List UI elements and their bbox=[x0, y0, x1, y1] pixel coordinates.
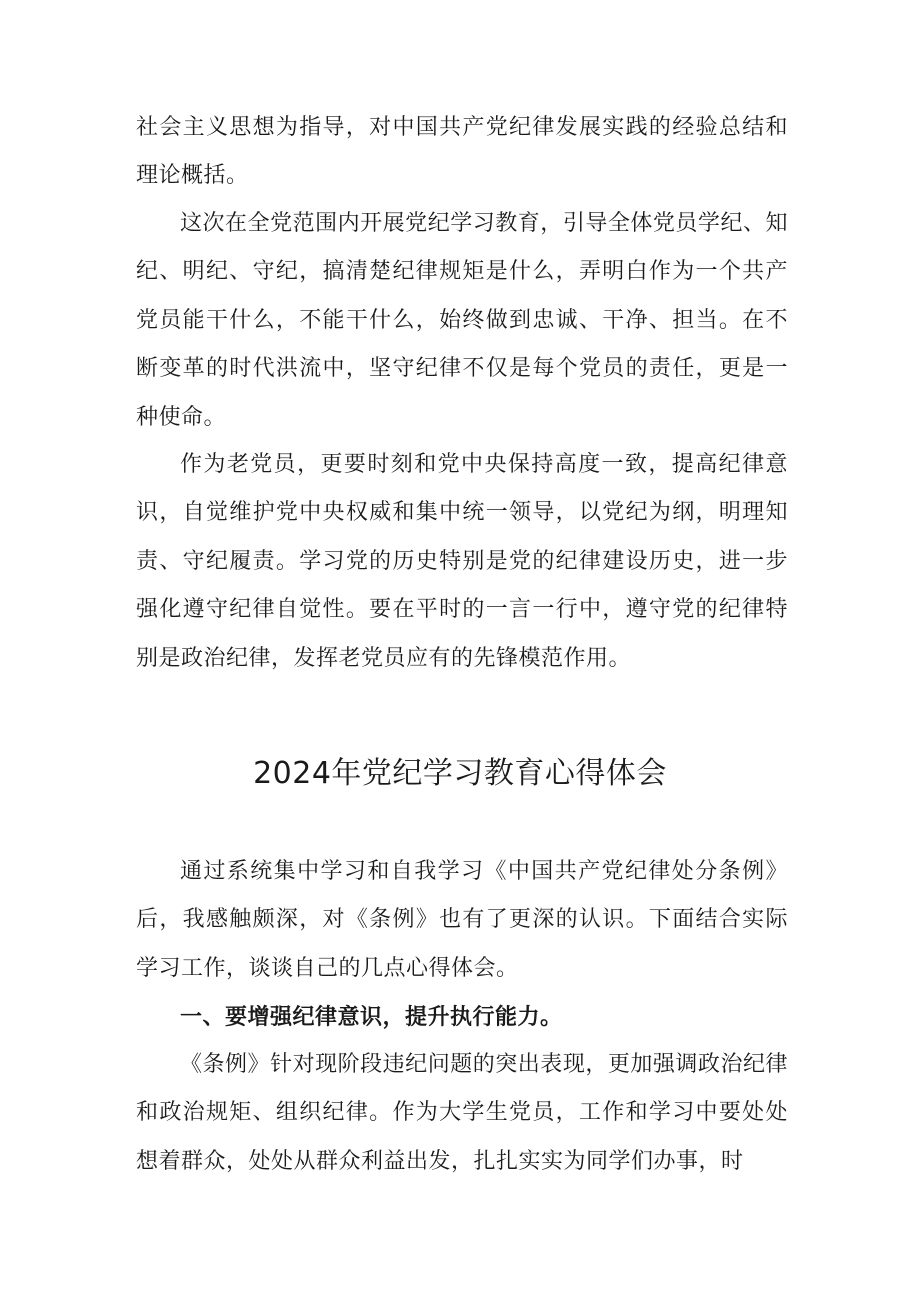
section-heading-1: 一、要增强纪律意识，提升执行能力。 bbox=[180, 1005, 563, 1030]
paragraph-study-campaign: 这次在全党范围内开展党纪学习教育，引导全体党员学纪、知纪、明纪、守纪，搞清楚纪律规矩是什么，弄明白作为一个共产党员能干什么，不能干什么，始终做到忠诚、干净、担当。在不断变革的时代洪流中，坚守纪律不仅是每个党员的责任，更是一种使命。 bbox=[136, 211, 788, 430]
paragraph-veteran-member: 作为老党员，更要时刻和党中央保持高度一致，提高纪律意识，自觉维护党中央权威和集中统一领导，以党纪为纲，明理知责、守纪履责。学习党的历史特别是党的纪律建设历史，进一步强化遵守纪律自觉性。要在平时的一言一行中，遵守党的纪律特别是政治纪律，发挥老党员应有的先锋模范作用。 bbox=[136, 452, 788, 671]
article-intro: 通过系统集中学习和自我学习《中国共产党纪律处分条例》后，我感触颇深，对《条例》也有了更深的认识。下面结合实际学习工作，谈谈自己的几点心得体会。 bbox=[136, 859, 788, 981]
article-title: 2024年党纪学习教育心得体会 bbox=[253, 756, 667, 791]
section-body-1: 《条例》针对现阶段违纪问题的突出表现，更加强调政治纪律和政治规矩、组织纪律。作为大学生党员，工作和学习中要处处想着群众，处处从群众利益出发，扎扎实实为同学们办事，时 bbox=[136, 1052, 788, 1174]
paragraph-continued: 社会主义思想为指导，对中国共产党纪律发展实践的经验总结和理论概括。 bbox=[136, 115, 788, 189]
